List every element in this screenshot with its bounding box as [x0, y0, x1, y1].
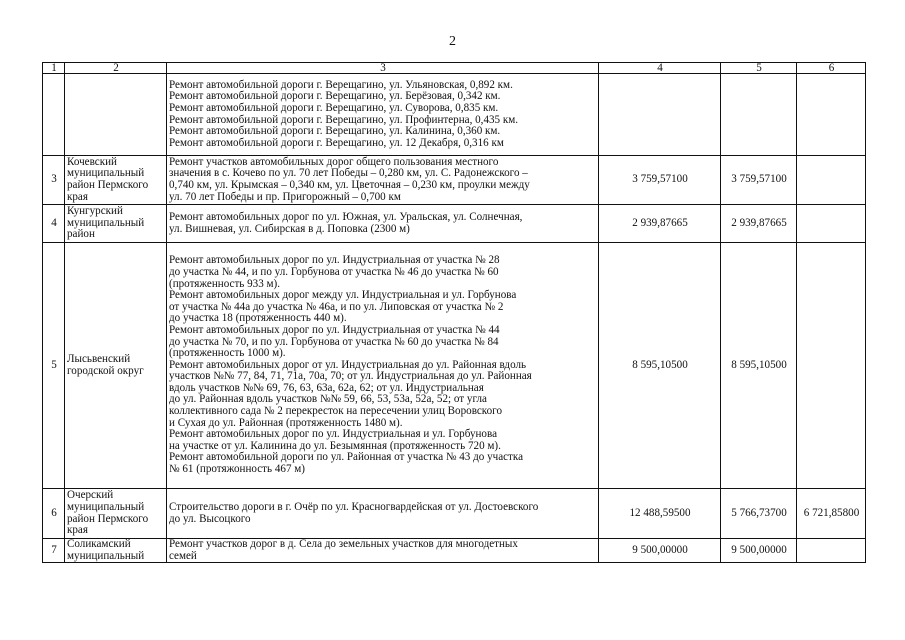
column-header: 1 — [43, 63, 65, 74]
municipality-line: Кочевский — [67, 155, 117, 168]
table-row — [43, 539, 866, 563]
description-line: Ремонт автомобильных дорог по ул. Индустриальная от участка № 28 — [169, 254, 500, 267]
amount-col5: 8 595,10500 — [721, 243, 797, 489]
description-line: до участка № 70, и по ул. Горбунова от участка № 60 до участка № 84 — [169, 335, 499, 348]
description-cell — [167, 156, 599, 205]
description-line: Ремонт автомобильной дороги г. Верещагино, ул. Ульяновская, 0,892 км. — [169, 78, 513, 91]
description-line: Ремонт автомобильной дороги г. Верещагино, ул. Суворова, 0,835 км. — [169, 101, 499, 114]
description-line: до ул. Районная вдоль участков №№ 59, 66, 53, 53а, 52а, 52; от угла — [169, 393, 487, 406]
description-line: (протяженность 1000 м). — [169, 347, 286, 360]
row-number: 5 — [43, 243, 65, 489]
municipality-line: Соликамский — [67, 538, 131, 550]
description-line: Ремонт автомобильных дорог по ул. Южная, ул. Уральская, ул. Солнечная, — [169, 210, 523, 223]
description-line: (протяженность 933 м). — [169, 277, 281, 290]
amount-col5 — [721, 74, 797, 156]
description-line: семей — [169, 549, 197, 562]
total-amount: 9 500,00000 — [599, 539, 721, 563]
total-amount: 2 939,87665 — [599, 205, 721, 243]
row-number: 4 — [43, 205, 65, 243]
description-line: значения в с. Кочево по ул. 70 лет Победы – 0,280 км, ул. С. Радонежского – — [169, 167, 528, 180]
amount-col6 — [797, 74, 866, 156]
total-amount: 3 759,57100 — [599, 156, 721, 205]
description-cell — [167, 243, 599, 489]
municipality-cell — [65, 205, 167, 243]
municipality-cell — [65, 489, 167, 539]
municipality-cell — [65, 539, 167, 563]
description-line: до участка № 44, и по ул. Горбунова от участка № 46 до участка № 60 — [169, 265, 499, 278]
row-number: 6 — [43, 489, 65, 539]
description-cell — [167, 74, 599, 156]
description-line: № 61 (протяжонность 467 м) — [169, 463, 305, 476]
amount-col6 — [797, 243, 866, 489]
municipality-line: Лысьвенский — [67, 352, 131, 365]
description-line: Ремонт автомобильной дороги г. Верещагино, ул. Берёзовая, 0,342 км. — [169, 90, 501, 103]
municipality-cell — [65, 156, 167, 205]
description-line: Ремонт автомобильных дорог по ул. Индустриальная и ул. Горбунова — [169, 428, 497, 441]
column-header: 2 — [65, 63, 167, 74]
column-header: 5 — [721, 63, 797, 74]
total-amount: 12 488,59500 — [599, 489, 721, 539]
description-line: Ремонт участков дорог в д. Села до земельных участков для многодетных — [169, 538, 518, 550]
municipality-cell — [65, 243, 167, 489]
description-cell — [167, 489, 599, 539]
description-line: Ремонт автомобильных дорог от ул. Индустриальная до ул. Районная вдоль — [169, 358, 527, 371]
description-cell — [167, 205, 599, 243]
municipality-line: городской округ — [67, 364, 144, 377]
amount-col5: 5 766,73700 — [721, 489, 797, 539]
total-amount: 8 595,10500 — [599, 243, 721, 489]
amount-col6: 6 721,85800 — [797, 489, 866, 539]
municipality-line: муниципальный — [67, 549, 145, 562]
table-row — [43, 489, 866, 539]
amount-col5: 3 759,57100 — [721, 156, 797, 205]
amount-col5: 2 939,87665 — [721, 205, 797, 243]
description-line: Ремонт автомобильной дороги по ул. Районная от участка № 43 до участка — [169, 451, 524, 464]
description-line: ул. Вишневая, ул. Сибирская в д. Поповка (2300 м) — [169, 222, 410, 235]
description-line: до ул. Высоцкого — [169, 512, 251, 525]
municipality-line: края — [67, 190, 88, 203]
municipality-line: район — [67, 228, 95, 241]
municipality-line: Кунгурский — [67, 205, 123, 218]
description-line: вдоль участков №№ 69, 76, 63, 63а, 62а, 62; от ул. Индустриальная — [169, 381, 484, 394]
table-row — [43, 243, 866, 489]
header-row — [43, 63, 866, 74]
amount-col6 — [797, 539, 866, 563]
municipality-line: муниципальный — [67, 216, 145, 229]
column-header: 3 — [167, 63, 599, 74]
column-header: 4 — [599, 63, 721, 74]
row-number: 7 — [43, 539, 65, 563]
page-number: 2 — [449, 34, 456, 49]
municipality-line: район Пермского — [67, 179, 149, 191]
description-line: участков №№ 77, 84, 71, 71а, 70а, 70; от ул. Индустриальная до ул. Районная — [169, 370, 532, 383]
description-line: от участка № 44а до участка № 46а, и по ул. Липовская от участка № 2 — [169, 300, 504, 313]
appendix-table — [42, 62, 866, 563]
description-line: Ремонт автомобильных дорог между ул. Индустриальная и ул. Горбунова — [169, 289, 517, 302]
table-row — [43, 205, 866, 243]
description-line: до участка 18 (протяженность 440 м). — [169, 312, 347, 325]
description-line: коллективного сада № 2 перекресток на пересечении улиц Воровского — [169, 405, 502, 418]
table-row — [43, 74, 866, 156]
municipality-cell — [65, 74, 167, 156]
row-number — [43, 74, 65, 156]
description-line: Ремонт участков автомобильных дорог общего пользования местного — [169, 155, 499, 168]
description-line: Ремонт автомобильной дороги г. Верещагино, ул. 12 Декабря, 0,316 км — [169, 136, 504, 149]
description-line: ул. 70 лет Победы и пр. Пригорожный – 0,700 км — [169, 190, 401, 203]
municipality-line: края — [67, 524, 88, 537]
table-row — [43, 156, 866, 205]
description-line: Ремонт автомобильной дороги г. Верещагино, ул. Профинтерна, 0,435 км. — [169, 113, 519, 126]
row-number: 3 — [43, 156, 65, 205]
column-header: 6 — [797, 63, 866, 74]
description-line: Строительство дороги в г. Очёр по ул. Красногвардейская от ул. Достоевского — [169, 500, 539, 513]
amount-col6 — [797, 156, 866, 205]
municipality-line: Очерский — [67, 489, 114, 502]
municipality-line: район Пермского — [67, 512, 149, 525]
description-line: 0,740 км, ул. Крымская – 0,340 км, ул. Цветочная – 0,230 км, проулки между — [169, 179, 530, 191]
description-line: на участке от ул. Калинина до ул. Безымянная (протяженность 720 м). — [169, 439, 501, 452]
municipality-line: муниципальный — [67, 500, 145, 513]
municipality-line: муниципальный — [67, 167, 145, 180]
description-cell — [167, 539, 599, 563]
description-line: Ремонт автомобильных дорог по ул. Индустриальная от участка № 44 — [169, 323, 500, 336]
amount-col5: 9 500,00000 — [721, 539, 797, 563]
amount-col6 — [797, 205, 866, 243]
total-amount — [599, 74, 721, 156]
description-line: Ремонт автомобильной дороги г. Верещагино, ул. Калинина, 0,360 км. — [169, 125, 501, 138]
description-line: и Сухая до ул. Районная (протяженность 1480 м). — [169, 416, 403, 429]
